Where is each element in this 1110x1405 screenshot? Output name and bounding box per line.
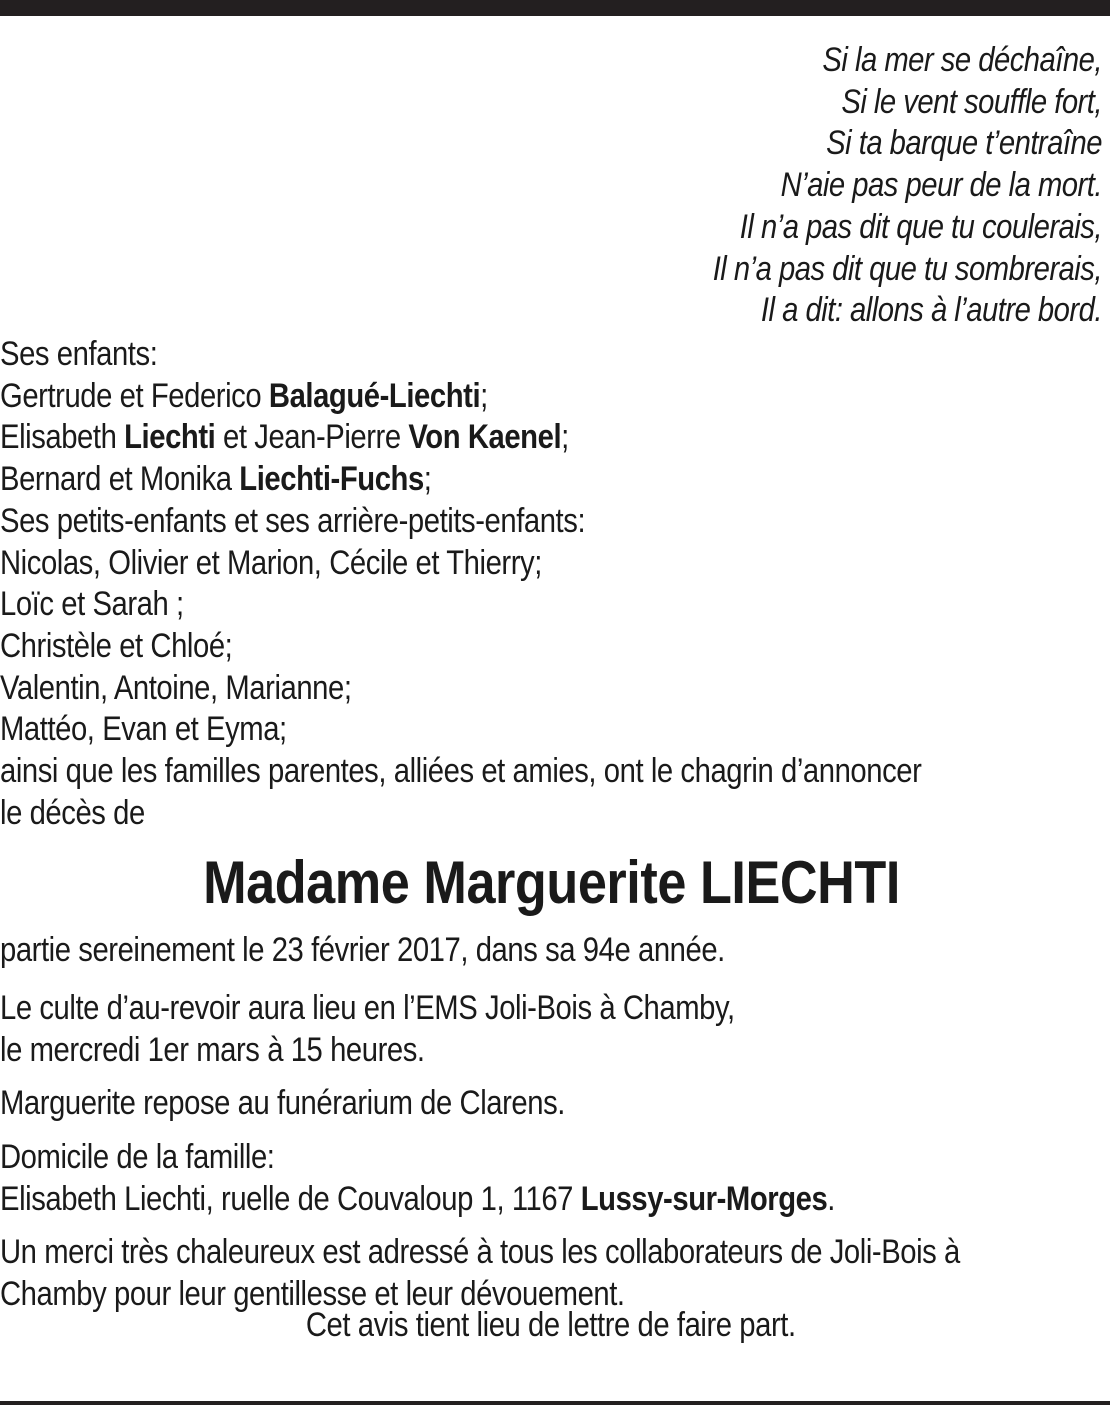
- line-end: ;: [480, 376, 488, 415]
- grandchildren-line: Christèle et Chloé;: [0, 626, 233, 665]
- service-line: le mercredi 1er mars à 15 heures.: [0, 1030, 425, 1069]
- announcement-line: le décès de: [0, 793, 145, 832]
- line-end: ;: [561, 418, 569, 457]
- child-surname: Liechti-Fuchs: [239, 460, 424, 499]
- poem-line: Il n’a pas dit que tu coulerais,: [739, 207, 1102, 246]
- deceased-name: [0, 848, 1102, 918]
- child-first-names: Bernard et Monika: [0, 460, 240, 499]
- grandchildren-line: Loïc et Sarah ;: [0, 585, 184, 624]
- child-first-names: Gertrude et Federico: [0, 376, 269, 415]
- poem-line: Il a dit: allons à l’autre bord.: [760, 291, 1102, 330]
- bottom-border-rule: [0, 1401, 1110, 1405]
- child-line: [0, 376, 1101, 418]
- child-surname: Balagué-Liechti: [268, 376, 481, 415]
- thanks-line: Chamby pour leur gentillesse et leur dévouement.: [0, 1274, 625, 1313]
- child-surname: Liechti: [124, 418, 216, 457]
- line-end: ;: [423, 460, 432, 499]
- domicile-address: Elisabeth Liechti, ruelle de Couvaloup 1, 1167: [0, 1179, 581, 1218]
- thanks-line: Un merci très chaleureux est adressé à tous les collaborateurs de Joli-Bois à: [0, 1233, 960, 1271]
- domicile-town: Lussy-sur-Morges: [580, 1179, 828, 1218]
- domicile-line: [0, 1179, 1101, 1221]
- poem-verse: [154, 40, 1102, 332]
- child-line: [0, 459, 1101, 501]
- line-end: .: [827, 1179, 835, 1218]
- poem-line: Il n’a pas dit que tu sombrerais,: [712, 249, 1102, 288]
- passing-text: partie sereinement le 23 février 2017, dans sa 94e année.: [0, 931, 725, 969]
- poem-line: Si ta barque t’entraîne: [826, 124, 1102, 163]
- grandchildren-line: Nicolas, Olivier et Marion, Cécile et Thierry;: [0, 543, 542, 582]
- closing-text: Cet avis tient lieu de lettre de faire part.: [306, 1306, 796, 1344]
- domicile-paragraph: [0, 1137, 1101, 1220]
- thanks-paragraph: [0, 1232, 1101, 1315]
- grandchildren-line: Valentin, Antoine, Marianne;: [0, 668, 352, 707]
- rest-text: Marguerite repose au funérarium de Clarens.: [0, 1084, 565, 1122]
- children-heading: Ses enfants:: [0, 335, 158, 373]
- domicile-heading: Domicile de la famille:: [0, 1138, 275, 1176]
- passing-paragraph: [0, 930, 1101, 972]
- deceased-name-text: Madame Marguerite LIECHTI: [202, 849, 900, 916]
- child-middle: et Jean-Pierre: [215, 418, 409, 457]
- child-first-names: Elisabeth: [0, 418, 125, 457]
- family-list: [0, 334, 1101, 834]
- announcement-line: ainsi que les familles parentes, alliées et amies, ont le chagrin d’annoncer: [0, 752, 922, 791]
- grandchildren-line: Mattéo, Evan et Eyma;: [0, 710, 287, 749]
- grandchildren-heading: Ses petits-enfants et ses arrière-petits-enfants:: [0, 501, 586, 540]
- poem-line: N’aie pas peur de la mort.: [780, 166, 1102, 205]
- service-line: Le culte d’au-revoir aura lieu en l’EMS Joli-Bois à Chamby,: [0, 989, 735, 1027]
- closing-note: [0, 1305, 1102, 1347]
- rest-paragraph: [0, 1083, 1101, 1125]
- poem-line: Si le vent souffle fort,: [841, 82, 1102, 121]
- child-line: [0, 417, 1101, 459]
- top-border-rule: [0, 0, 1110, 16]
- poem-line: Si la mer se déchaîne,: [822, 41, 1102, 79]
- service-paragraph: [0, 988, 1101, 1071]
- child-surname: Von Kaenel: [408, 418, 562, 457]
